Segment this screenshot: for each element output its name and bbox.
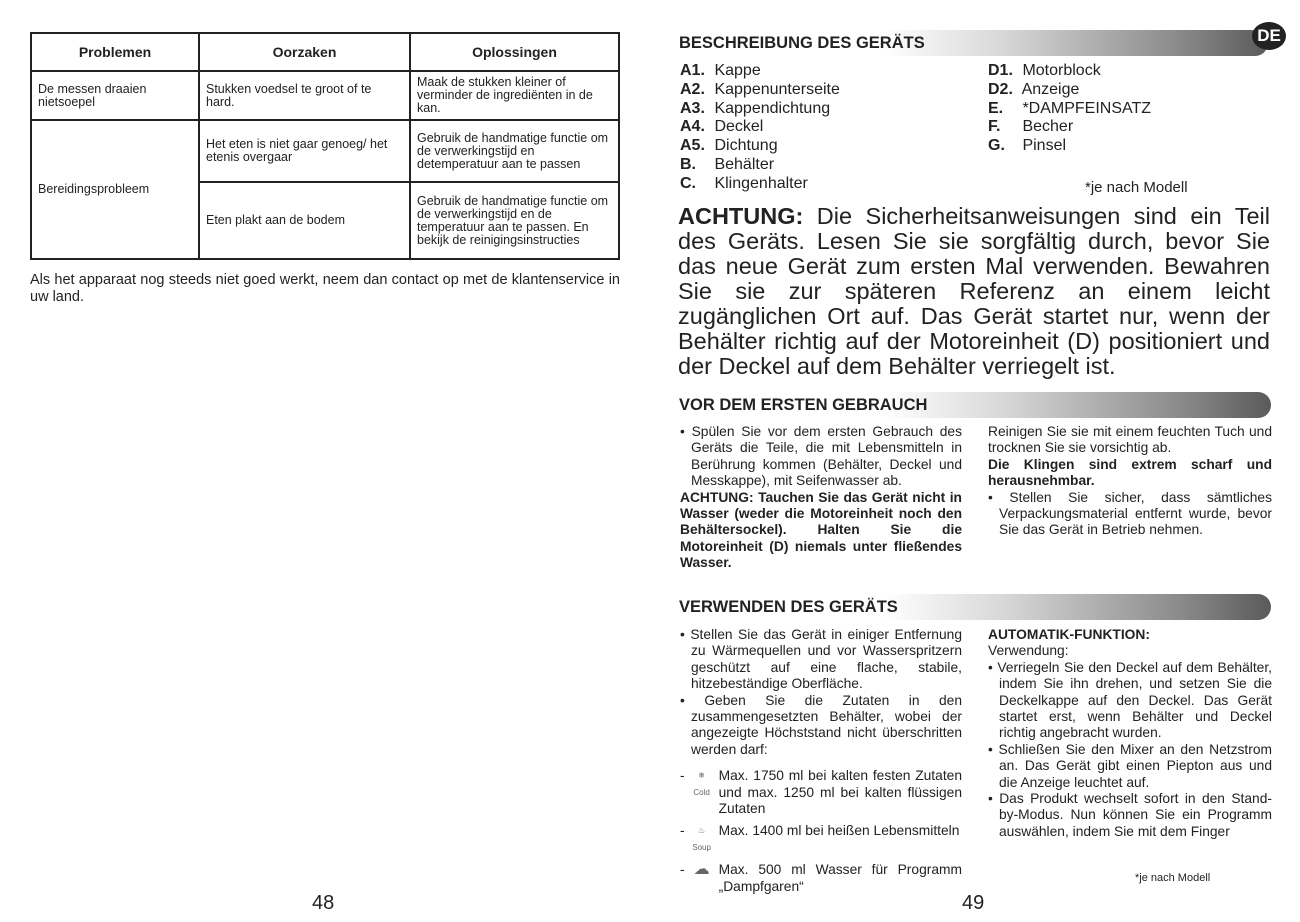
footnote: *je nach Modell	[1085, 179, 1188, 196]
bullet: • Geben Sie die Zutaten in den zusammengesetzten Behälter, wobei der angezeigte Höchststand nicht überschritten werden darf:	[680, 692, 962, 757]
list-item: A5. Dichtung	[680, 137, 778, 155]
section-header: VOR DEM ERSTEN GEBRAUCH	[675, 392, 1271, 418]
cold-icon: ❄ Cold	[693, 771, 710, 797]
subheading: Verwendung:	[988, 643, 1069, 659]
parts-list	[988, 62, 1151, 156]
bullet: • Schließen Sie den Mixer an den Netzstrom an. Das Gerät gibt einen Piepton aus und die Anzeige leuchtet auf.	[988, 741, 1272, 790]
cell: Stukken voedsel te groot of te hard.	[199, 71, 410, 120]
note: Als het apparaat nog steeds niet goed werkt, neem dan contact op met de klantenservice in uw land.	[30, 272, 620, 305]
cell: Gebruik de handmatige functie om de verwerkingstijd en detemperatuur aan te passen	[410, 120, 619, 182]
troubleshooting-table	[30, 32, 620, 260]
list-item: G. Pinsel	[988, 137, 1067, 155]
cell: Eten plakt aan de bodem	[199, 182, 410, 259]
warning-paragraph: ACHTUNG: Die Sicherheitsanweisungen sind ein Teil des Geräts. Lesen Sie sie sorgfältig durch, bevor Sie das neue Gerät zum ersten Mal verwenden. Bewahren Sie sie zur späteren Referenz an einem leicht zugänglichen Ort auf. Das Gerät startet nur, wenn der Behälter richtig auf der Motoreinheit (D) positioniert und der Deckel auf dem Behälter verriegelt ist.	[678, 203, 1270, 379]
warning: ACHTUNG: Tauchen Sie das Gerät nicht in Wasser (weder die Motoreinheit noch den Behältersockel). Halten Sie die Motoreinheit (D) niemals unter fließendes Wasser.	[680, 489, 962, 571]
list-item: C. Klingenhalter	[680, 174, 808, 192]
page-number: 48	[312, 892, 335, 914]
section-header: VERWENDEN DES GERÄTS	[675, 594, 1271, 620]
column	[680, 424, 962, 572]
col-header: Oplossingen	[410, 33, 619, 71]
limit-item: - ☁ Max. 500 ml Wasser für Programm „Dampfgaren“	[680, 861, 962, 894]
list-item: A1. Kappe	[680, 62, 761, 79]
limit-item: - ❄ Cold Max. 1750 ml bei kalten festen Zutaten und max. 1250 ml bei kalten flüssigen Zutaten	[680, 768, 962, 817]
column	[988, 627, 1272, 840]
limit-item: - ♨ Soup Max. 1400 ml bei heißen Lebensmitteln	[680, 823, 962, 856]
cell: Gebruik de handmatige functie om de verwerkingstijd en de temperatuur aan te passen. En bekijk de reinigingsinstructies	[410, 182, 619, 259]
page-number: 49	[962, 892, 985, 914]
column	[988, 424, 1272, 539]
list-item: A3. Kappendichtung	[680, 99, 831, 117]
parts-list	[680, 62, 840, 194]
cleaning-text: Reinigen Sie sie mit einem feuchten Tuch und trocknen Sie sie vorsichtig ab.	[988, 424, 1272, 456]
cell: Het eten is niet gaar genoeg/ het etenis overgaar	[199, 120, 410, 182]
list-item: F. Becher	[988, 118, 1074, 136]
bullet: • Verriegeln Sie den Deckel auf dem Behälter, indem Sie ihn drehen, und setzen Sie die Deckelkappe auf den Deckel. Das Gerät startet erst, wenn Behälter und Deckel richtig angebracht wurden.	[988, 659, 1272, 741]
list-item: A4. Deckel	[680, 118, 764, 136]
bullet: • Stellen Sie sicher, dass sämtliches Verpackungsmaterial entfernt wurde, bevor Sie das Gerät in Betrieb nehmen.	[988, 489, 1272, 538]
bullet: • Stellen Sie das Gerät in einiger Entfernung zu Wärmequellen und vor Wasserspritzern geschützt auf eine flache, stabile, hitzebeständige Oberfläche.	[680, 627, 962, 692]
blade-warning: Die Klingen sind extrem scharf und herausnehmbar.	[988, 456, 1272, 489]
language-badge: DE	[1252, 22, 1286, 50]
soup-icon: ♨ Soup	[692, 826, 711, 852]
subheading: AUTOMATIK-FUNKTION:	[988, 627, 1150, 642]
column	[680, 627, 962, 895]
list-item: E. *DAMPFEINSATZ	[988, 99, 1152, 117]
section-header: BESCHREIBUNG DES GERÄTS	[675, 30, 1268, 56]
bullet: • Das Produkt wechselt sofort in den Stand-by-Modus. Nun können Sie ein Programm auswählen, indem Sie mit dem Finger	[988, 791, 1272, 839]
col-header: Problemen	[31, 33, 199, 71]
list-item: D2. Anzeige	[988, 80, 1080, 98]
bullet: • Spülen Sie vor dem ersten Gebrauch des Geräts die Teile, die mit Lebensmitteln in Berührung kommen (Behälter, Deckel und Messkappe), mit Seifenwasser ab.	[680, 424, 962, 489]
list-item: B. Behälter	[680, 155, 775, 173]
cell: De messen draaien nietsoepel	[31, 71, 199, 120]
list-item: D1. Motorblock	[988, 62, 1101, 79]
footnote: *je nach Modell	[1135, 872, 1211, 884]
cell: Bereidingsprobleem	[31, 120, 199, 259]
steam-icon: ☁	[693, 861, 710, 879]
col-header: Oorzaken	[199, 33, 410, 71]
list-item: A2. Kappenunterseite	[680, 80, 840, 98]
cell: Maak de stukken kleiner of verminder de ingrediënten in de kan.	[410, 71, 619, 120]
